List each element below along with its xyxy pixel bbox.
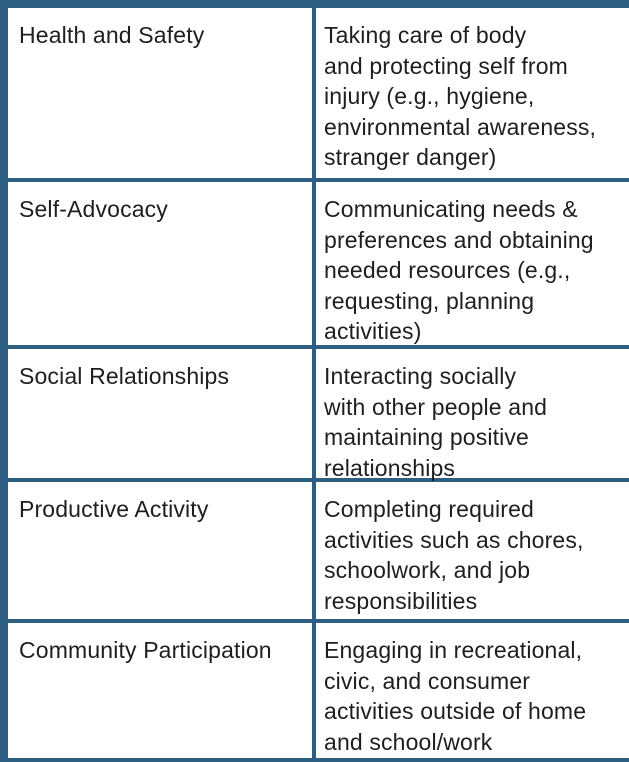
domain-label: Social Relationships bbox=[19, 363, 230, 389]
description-cell bbox=[316, 8, 629, 178]
table-row-social-relationships bbox=[8, 349, 629, 481]
domain-cell bbox=[8, 482, 312, 619]
domain-label: Productive Activity bbox=[19, 496, 209, 522]
table-row-self-advocacy bbox=[8, 182, 629, 345]
domain-cell bbox=[8, 349, 312, 478]
domain-cell bbox=[8, 8, 312, 178]
domain-description: Taking care of body and protecting self from injury (e.g., hygiene, environmental awareness, stranger danger) bbox=[324, 22, 597, 170]
table-row-productive-activity bbox=[8, 482, 629, 619]
description-cell bbox=[316, 349, 629, 481]
description-cell bbox=[316, 182, 629, 345]
description-cell bbox=[316, 623, 629, 758]
domain-label: Health and Safety bbox=[19, 22, 205, 48]
domain-label: Community Participation bbox=[19, 637, 272, 663]
domain-description: Communicating needs & preferences and obtaining needed resources (e.g., requesting, planning activities) bbox=[324, 196, 594, 344]
domain-description: Completing required activities such as chores, schoolwork, and job responsibilities bbox=[324, 496, 584, 614]
domain-description: Engaging in recreational, civic, and consumer activities outside of home and school/work bbox=[324, 637, 587, 755]
table-row-health-and-safety bbox=[8, 8, 629, 178]
table-row-community-participation bbox=[8, 623, 629, 758]
domain-cell bbox=[8, 182, 312, 345]
domain-cell bbox=[8, 623, 312, 758]
description-cell bbox=[316, 482, 629, 619]
domain-label: Self-Advocacy bbox=[19, 196, 168, 222]
domain-description: Interacting socially with other people and maintaining positive relationships bbox=[324, 363, 548, 481]
